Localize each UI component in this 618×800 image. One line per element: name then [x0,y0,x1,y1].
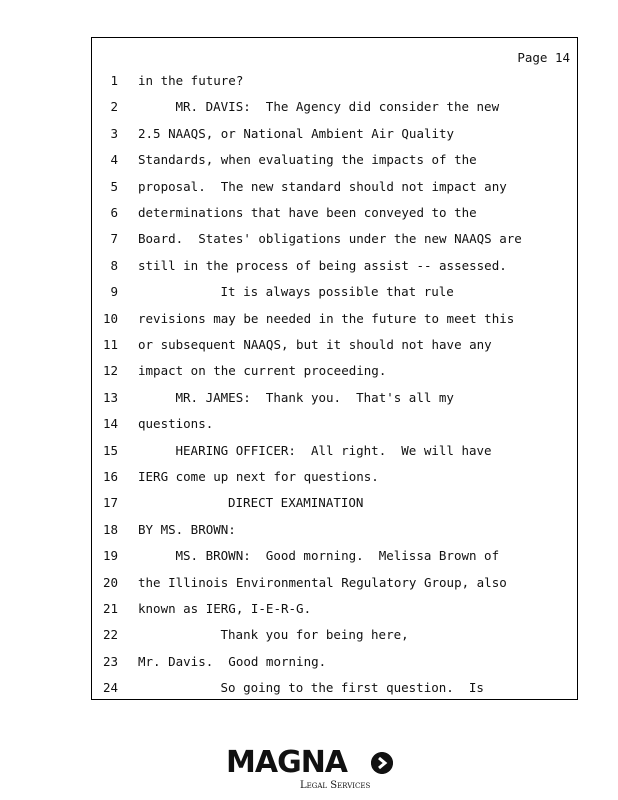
line-number: 18 [102,521,118,537]
transcript-line [92,205,577,225]
line-text: 2.5 NAAQS, or National Ambient Air Quality [138,125,455,141]
line-text: Mr. Davis. Good morning. [138,653,327,669]
line-number: 17 [102,495,118,511]
transcript-line [92,627,577,647]
transcript-page [91,37,578,700]
transcript-line [92,337,577,357]
transcript-line [92,443,577,463]
line-number: 5 [110,178,118,194]
line-number: 16 [102,469,118,484]
line-text: MS. BROWN: Good morning. Melissa Brown of [175,548,500,564]
line-text: It is always possible that rule [220,284,454,300]
line-text: So going to the first question. Is [220,680,484,696]
line-number: 3 [110,125,118,141]
line-text: or subsequent NAAQS, but it should not have any [138,337,492,352]
line-number: 13 [102,389,118,405]
transcript-line [92,284,577,304]
line-number: 11 [102,337,118,352]
line-text: Standards, when evaluating the impacts of the [138,152,477,168]
page-number: Page 14 [517,50,570,65]
logo-subtitle: Legal Services [300,780,371,791]
transcript-line [92,363,577,383]
line-text: impact on the current proceeding. [138,363,387,379]
line-text: revisions may be needed in the future to meet this [138,310,515,326]
line-text: known as IERG, I-E-R-G. [138,601,312,616]
line-number: 2 [110,99,118,115]
transcript-line [92,152,577,172]
transcript-line [92,73,577,93]
transcript-line [92,522,577,542]
line-text: determinations that have been conveyed to the [138,205,477,220]
arrow-circle-icon [371,752,393,774]
line-number: 24 [102,680,118,696]
line-number: 7 [110,231,118,247]
line-number: 14 [102,416,118,432]
line-text: DIRECT EXAMINATION [228,495,364,511]
transcript-line [92,126,577,146]
transcript-line [92,495,577,515]
line-number: 10 [102,310,118,326]
line-number: 9 [110,284,118,300]
line-number: 12 [102,363,118,379]
line-text: proposal. The new standard should not impact any [138,178,507,194]
logo-wordmark: MAGNA [226,745,348,780]
transcript-line [92,416,577,436]
line-text: MR. JAMES: Thank you. That's all my [175,389,454,405]
line-text: MR. DAVIS: The Agency did consider the new [175,99,500,115]
transcript-line [92,390,577,410]
transcript-line [92,654,577,674]
line-text: BY MS. BROWN: [138,521,236,537]
transcript-line [92,601,577,621]
line-text: still in the process of being assist -- assessed. [138,257,507,273]
line-text: IERG come up next for questions. [138,469,379,484]
transcript-line [92,258,577,278]
line-text: the Illinois Environmental Regulatory Group, also [138,574,507,590]
line-number: 4 [110,152,118,168]
transcript-line [92,548,577,568]
line-number: 6 [110,205,118,220]
magna-logo [226,745,396,794]
line-number: 23 [102,653,118,669]
line-number: 19 [102,548,118,564]
line-text: in the future? [138,73,244,88]
line-number: 22 [102,627,118,643]
line-text: Thank you for being here, [220,627,409,643]
transcript-line [92,231,577,251]
line-number: 1 [110,73,118,88]
line-number: 20 [102,574,118,590]
transcript-line [92,575,577,595]
line-number: 8 [110,257,118,273]
line-number: 21 [102,601,118,616]
transcript-line [92,179,577,199]
transcript-line [92,469,577,489]
transcript-line [92,311,577,331]
line-text: Board. States' obligations under the new NAAQS are [138,231,522,247]
line-text: questions. [138,416,214,432]
line-text: HEARING OFFICER: All right. We will have [175,442,492,458]
transcript-line [92,680,577,700]
transcript-line [92,99,577,119]
line-number: 15 [102,442,118,458]
